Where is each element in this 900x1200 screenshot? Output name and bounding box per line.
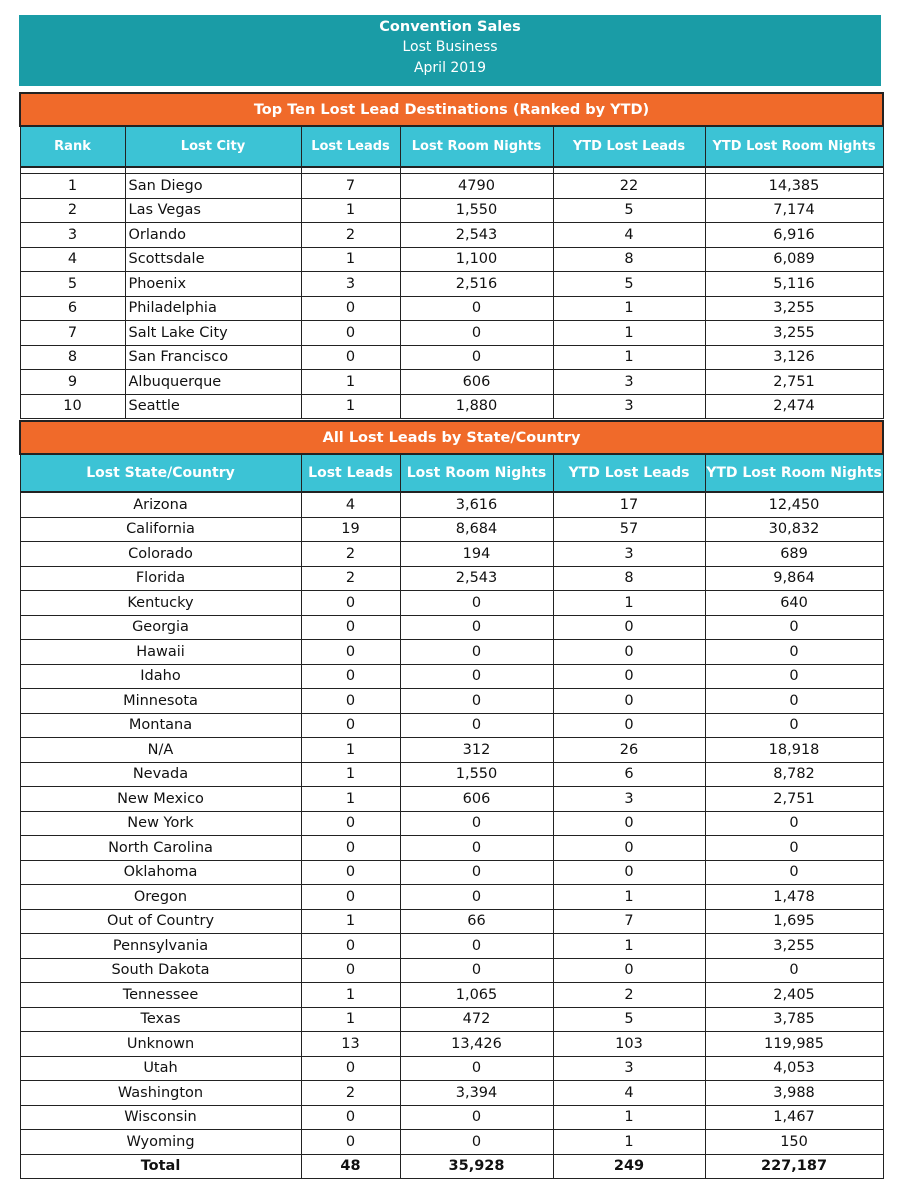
table-cell: 8,782 (705, 762, 883, 787)
table-cell: 0 (400, 1130, 553, 1155)
table-cell: 2 (301, 566, 400, 591)
table-cell: 66 (400, 909, 553, 934)
table-cell: 1 (553, 345, 705, 370)
table-cell: 7 (301, 174, 400, 199)
table-cell: 0 (705, 958, 883, 983)
table-cell: Minnesota (20, 689, 301, 714)
table-cell: 0 (301, 836, 400, 861)
table-cell: 0 (553, 640, 705, 665)
table-cell: 9,864 (705, 566, 883, 591)
table-row (20, 174, 883, 199)
table-row (20, 958, 883, 983)
table-cell: 0 (400, 811, 553, 836)
table-cell: 1 (301, 738, 400, 763)
table-cell: Montana (20, 713, 301, 738)
table-cell: 0 (705, 689, 883, 714)
table-row (20, 1130, 883, 1155)
table-cell: Washington (20, 1081, 301, 1106)
table-cell: San Diego (125, 174, 301, 199)
table-cell: 57 (553, 517, 705, 542)
table-cell: 1,880 (400, 394, 553, 419)
table-row (20, 713, 883, 738)
column-header: YTD Lost Room Nights (705, 454, 883, 492)
table-cell: 5 (553, 1007, 705, 1032)
total-row (20, 1154, 883, 1179)
table-cell: 0 (400, 958, 553, 983)
table-cell: 22 (553, 174, 705, 199)
table-cell: 7 (20, 321, 125, 346)
table-cell: 689 (705, 542, 883, 567)
table-cell: 2,543 (400, 223, 553, 248)
table-cell: 1 (301, 787, 400, 812)
table-cell: 2,405 (705, 983, 883, 1008)
table-cell: 3 (553, 542, 705, 567)
table-cell: Orlando (125, 223, 301, 248)
table-row (20, 787, 883, 812)
total-cell: 35,928 (400, 1154, 553, 1179)
table-cell: 1 (301, 394, 400, 419)
column-header: Lost Room Nights (400, 454, 553, 492)
table-row (20, 1056, 883, 1081)
table-cell: 0 (301, 591, 400, 616)
table-cell: 1,550 (400, 198, 553, 223)
table-cell: 30,832 (705, 517, 883, 542)
table-cell: 606 (400, 787, 553, 812)
table-cell: 7,174 (705, 198, 883, 223)
table-cell: 0 (400, 934, 553, 959)
table-row (20, 566, 883, 591)
table-cell: Arizona (20, 492, 301, 517)
table-cell: N/A (20, 738, 301, 763)
table-cell: New Mexico (20, 787, 301, 812)
table-cell: 6,089 (705, 247, 883, 272)
table-cell: 0 (400, 615, 553, 640)
table-cell: 4 (553, 223, 705, 248)
table-cell: 1 (20, 174, 125, 199)
table-cell: 0 (301, 296, 400, 321)
table-row (20, 836, 883, 861)
table-cell: Seattle (125, 394, 301, 419)
table-cell: 0 (553, 811, 705, 836)
table-cell: 26 (553, 738, 705, 763)
table-row (20, 934, 883, 959)
table-row (20, 247, 883, 272)
table-cell: Tennessee (20, 983, 301, 1008)
table-cell: 472 (400, 1007, 553, 1032)
table-cell: 1 (301, 1007, 400, 1032)
table-cell: 7 (553, 909, 705, 934)
column-header: Lost City (125, 126, 301, 167)
table-cell: 0 (301, 1056, 400, 1081)
table-cell: 103 (553, 1032, 705, 1057)
table-cell: 3,255 (705, 934, 883, 959)
table-cell: 0 (400, 640, 553, 665)
table-row (20, 762, 883, 787)
table-row (20, 517, 883, 542)
column-header: Rank (20, 126, 125, 167)
table-row (20, 370, 883, 395)
state-country-table (19, 420, 884, 1179)
total-cell: 48 (301, 1154, 400, 1179)
table-cell: 1 (553, 885, 705, 910)
table-cell: 2,751 (705, 787, 883, 812)
table-cell: 3 (553, 370, 705, 395)
table-cell: 18,918 (705, 738, 883, 763)
table-cell: 8 (553, 566, 705, 591)
table-cell: 2 (301, 1081, 400, 1106)
column-header: Lost Room Nights (400, 126, 553, 167)
column-header: YTD Lost Room Nights (705, 126, 883, 167)
table-cell: 1 (301, 370, 400, 395)
table-row (20, 296, 883, 321)
table-cell: 5 (20, 272, 125, 297)
table-cell: 0 (553, 836, 705, 861)
table-row (20, 1032, 883, 1057)
table-cell: North Carolina (20, 836, 301, 861)
table-cell: Colorado (20, 542, 301, 567)
table-cell: 8,684 (400, 517, 553, 542)
table-cell: 2,516 (400, 272, 553, 297)
table-cell: 9 (20, 370, 125, 395)
table-cell: 3,988 (705, 1081, 883, 1106)
table-cell: 3,616 (400, 492, 553, 517)
table-cell: Phoenix (125, 272, 301, 297)
table-cell: 1,467 (705, 1105, 883, 1130)
table-cell: 1 (301, 762, 400, 787)
table-cell: 5,116 (705, 272, 883, 297)
table-cell: 1 (301, 983, 400, 1008)
table-cell: Albuquerque (125, 370, 301, 395)
table-row (20, 664, 883, 689)
table-cell: 150 (705, 1130, 883, 1155)
table-row (20, 1105, 883, 1130)
table-cell: South Dakota (20, 958, 301, 983)
table-cell: Wyoming (20, 1130, 301, 1155)
table-row (20, 394, 883, 419)
table-cell: 0 (301, 615, 400, 640)
table-row (20, 272, 883, 297)
table-cell: 0 (705, 664, 883, 689)
report-header (19, 15, 881, 86)
table-cell: 0 (400, 713, 553, 738)
table-cell: 194 (400, 542, 553, 567)
table-cell: 6,916 (705, 223, 883, 248)
table-cell: 0 (705, 811, 883, 836)
table-cell: 1 (553, 591, 705, 616)
table-row (20, 321, 883, 346)
column-header: Lost State/Country (20, 454, 301, 492)
table-cell: 2 (301, 542, 400, 567)
table-row (20, 1007, 883, 1032)
table-cell: 5 (553, 272, 705, 297)
table-cell: 3 (553, 394, 705, 419)
table-cell: 0 (553, 713, 705, 738)
table-row (20, 542, 883, 567)
table-cell: New York (20, 811, 301, 836)
report-period: April 2019 (413, 60, 487, 76)
table-cell: 0 (301, 689, 400, 714)
table-cell: 0 (301, 713, 400, 738)
table-cell: 0 (400, 1105, 553, 1130)
table-cell: 0 (301, 958, 400, 983)
table-row (20, 615, 883, 640)
table-cell: 2 (20, 198, 125, 223)
table-cell: 0 (301, 934, 400, 959)
table-cell: Nevada (20, 762, 301, 787)
table-cell: 0 (400, 321, 553, 346)
table-cell: 1,550 (400, 762, 553, 787)
table-cell: Las Vegas (125, 198, 301, 223)
column-header: Lost Leads (301, 126, 400, 167)
table-cell: 0 (301, 1105, 400, 1130)
table-cell: 1 (301, 198, 400, 223)
table-cell: 0 (400, 689, 553, 714)
table-cell: Out of Country (20, 909, 301, 934)
table-cell: 3 (20, 223, 125, 248)
table-row (20, 811, 883, 836)
table-cell: San Francisco (125, 345, 301, 370)
table-cell: 0 (301, 640, 400, 665)
table-cell: Pennsylvania (20, 934, 301, 959)
table-cell: 4 (553, 1081, 705, 1106)
table-cell: 0 (553, 615, 705, 640)
table-cell: 14,385 (705, 174, 883, 199)
table-cell: 3 (553, 1056, 705, 1081)
table-cell: Hawaii (20, 640, 301, 665)
table-cell: 0 (400, 591, 553, 616)
table-cell: 19 (301, 517, 400, 542)
table-cell: 0 (301, 1130, 400, 1155)
table-cell: 0 (400, 296, 553, 321)
table-cell: 2 (301, 223, 400, 248)
table-cell: 1 (301, 909, 400, 934)
total-cell: Total (20, 1154, 301, 1179)
table-cell: 3 (553, 787, 705, 812)
table-cell: 13,426 (400, 1032, 553, 1057)
table-cell: 606 (400, 370, 553, 395)
table-cell: Florida (20, 566, 301, 591)
table-row (20, 860, 883, 885)
table-cell: 4790 (400, 174, 553, 199)
table-cell: 0 (705, 640, 883, 665)
table-cell: 12,450 (705, 492, 883, 517)
table-cell: 1 (301, 247, 400, 272)
table-cell: Salt Lake City (125, 321, 301, 346)
table-cell: 0 (301, 885, 400, 910)
table-cell: 0 (400, 885, 553, 910)
table-cell: 119,985 (705, 1032, 883, 1057)
table-cell: Philadelphia (125, 296, 301, 321)
table-cell: 1 (553, 1105, 705, 1130)
table-cell: 312 (400, 738, 553, 763)
table-cell: Unknown (20, 1032, 301, 1057)
table-row (20, 492, 883, 517)
table-cell: 0 (553, 958, 705, 983)
table-cell: 640 (705, 591, 883, 616)
table-cell: Kentucky (20, 591, 301, 616)
table-cell: 0 (705, 713, 883, 738)
table-cell: 0 (301, 860, 400, 885)
table-cell: Oregon (20, 885, 301, 910)
table-row (20, 689, 883, 714)
table-cell: 6 (553, 762, 705, 787)
table-cell: 0 (553, 860, 705, 885)
table-cell: 0 (553, 689, 705, 714)
table-cell: 0 (301, 664, 400, 689)
table-cell: Idaho (20, 664, 301, 689)
table-cell: 0 (705, 615, 883, 640)
table-row (20, 198, 883, 223)
table-cell: 8 (553, 247, 705, 272)
table-cell: 1,478 (705, 885, 883, 910)
table-cell: 0 (400, 345, 553, 370)
table-cell: 3,785 (705, 1007, 883, 1032)
report-title: Convention Sales (379, 19, 521, 35)
state-table-title: All Lost Leads by State/Country (20, 421, 883, 454)
table-cell: 1 (553, 934, 705, 959)
report-subtitle: Lost Business (402, 39, 498, 55)
top-ten-title: Top Ten Lost Lead Destinations (Ranked by YTD) (20, 93, 883, 126)
table-cell: 0 (400, 664, 553, 689)
table-cell: Georgia (20, 615, 301, 640)
table-cell: 10 (20, 394, 125, 419)
table-cell: 1,695 (705, 909, 883, 934)
table-cell: 0 (301, 811, 400, 836)
table-cell: 1 (553, 321, 705, 346)
table-cell: 1,065 (400, 983, 553, 1008)
column-header: YTD Lost Leads (553, 454, 705, 492)
table-row (20, 1081, 883, 1106)
table-cell: 8 (20, 345, 125, 370)
column-header: Lost Leads (301, 454, 400, 492)
table-cell: 1,100 (400, 247, 553, 272)
column-header: YTD Lost Leads (553, 126, 705, 167)
table-cell: 4,053 (705, 1056, 883, 1081)
table-cell: 2,543 (400, 566, 553, 591)
table-cell: 1 (553, 1130, 705, 1155)
table-cell: 0 (400, 1056, 553, 1081)
table-cell: 2,751 (705, 370, 883, 395)
table-row (20, 345, 883, 370)
table-row (20, 983, 883, 1008)
table-cell: 0 (705, 860, 883, 885)
table-cell: 0 (400, 836, 553, 861)
table-row (20, 885, 883, 910)
total-cell: 227,187 (705, 1154, 883, 1179)
table-row (20, 640, 883, 665)
table-cell: 3 (301, 272, 400, 297)
table-cell: 3,255 (705, 321, 883, 346)
table-row (20, 223, 883, 248)
table-cell: 0 (553, 664, 705, 689)
table-cell: Scottsdale (125, 247, 301, 272)
table-cell: 0 (705, 836, 883, 861)
table-cell: 4 (301, 492, 400, 517)
top-ten-table (19, 92, 884, 419)
table-cell: 0 (301, 345, 400, 370)
table-cell: 2,474 (705, 394, 883, 419)
table-cell: 6 (20, 296, 125, 321)
table-cell: 2 (553, 983, 705, 1008)
table-cell: 0 (400, 860, 553, 885)
table-cell: 5 (553, 198, 705, 223)
table-cell: Texas (20, 1007, 301, 1032)
table-cell: California (20, 517, 301, 542)
table-cell: 0 (301, 321, 400, 346)
table-cell: 17 (553, 492, 705, 517)
table-cell: 1 (553, 296, 705, 321)
table-row (20, 591, 883, 616)
table-cell: Wisconsin (20, 1105, 301, 1130)
table-cell: 3,126 (705, 345, 883, 370)
total-cell: 249 (553, 1154, 705, 1179)
table-cell: 4 (20, 247, 125, 272)
table-row (20, 909, 883, 934)
table-row (20, 738, 883, 763)
table-cell: Utah (20, 1056, 301, 1081)
table-cell: 3,255 (705, 296, 883, 321)
table-cell: 3,394 (400, 1081, 553, 1106)
table-cell: Oklahoma (20, 860, 301, 885)
table-cell: 13 (301, 1032, 400, 1057)
